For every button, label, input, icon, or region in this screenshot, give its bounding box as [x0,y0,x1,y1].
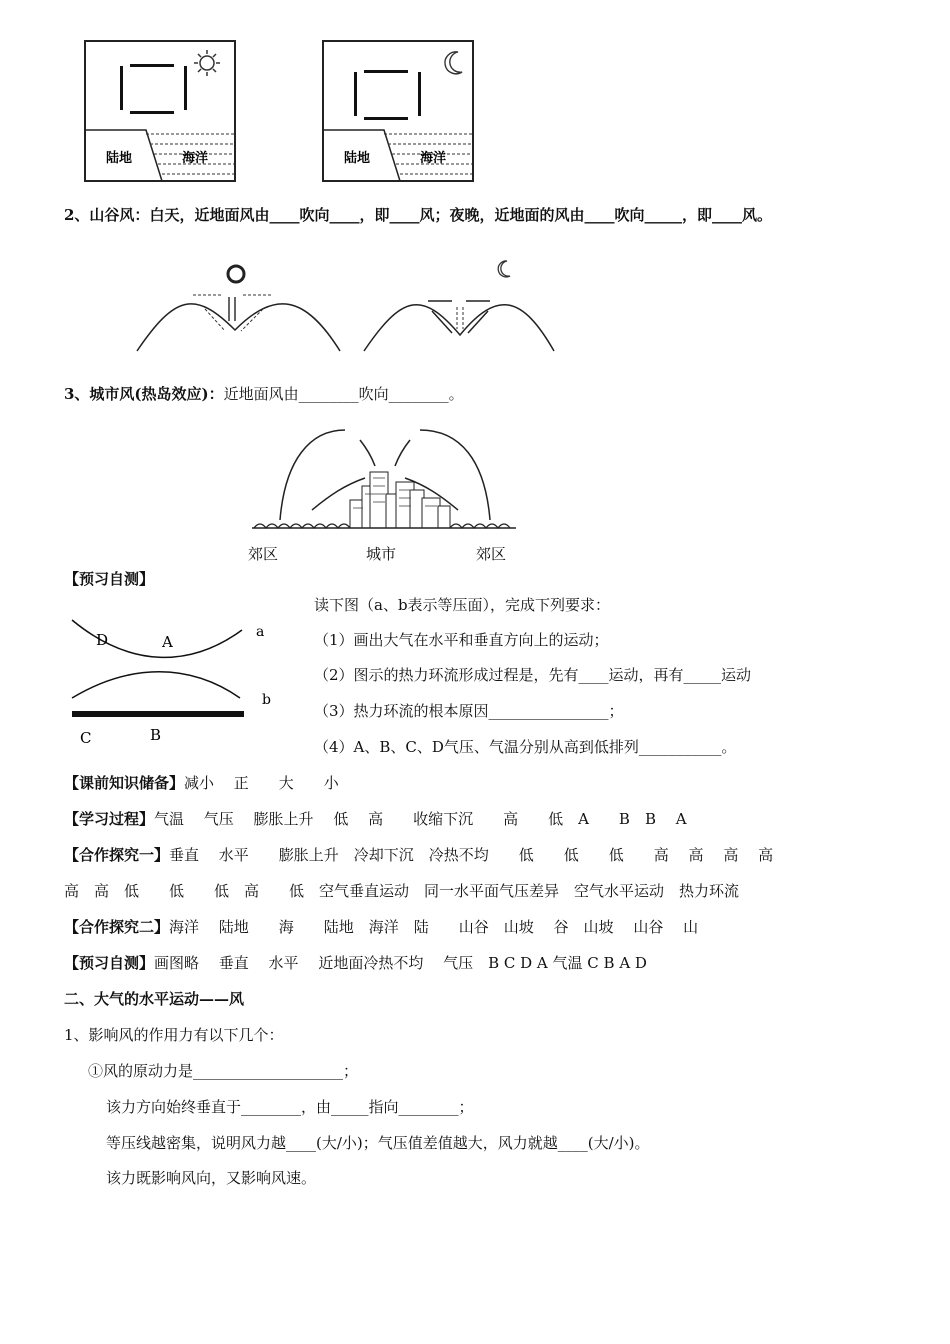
answer-label: 【课前知识储备】 [64,774,185,792]
sun-icon [224,262,248,286]
answer-label: 【预习自测】 [64,954,155,972]
answer-row [64,953,647,973]
answer-label: 【合作探究一】 [64,846,170,864]
answer-row [64,809,687,829]
section-item-1: 1、影响风的作用力有以下几个： [64,1026,284,1044]
urban-wind-text: 近地面风由________吹向________。 [223,385,464,403]
answer-label: 【合作探究二】 [64,918,170,936]
isobar-a-label: a [256,624,265,640]
urban-heat-island-diagram [250,420,520,535]
ocean-label: 海洋 [182,151,209,166]
land-label: 陆地 [106,151,133,166]
sub-item-strength: 等压线越密集，说明风力越____(大/小)；气压值差值越大，风力就越____(大/小)。 [106,1134,650,1152]
point-b-label: B [150,726,162,744]
ocean-label: 海洋 [420,151,447,166]
answer-text: 垂直 水平 膨胀上升 冷却下沉 冷热不均 低 低 低 高 高 高 高 [169,846,774,864]
answer-label: 【学习过程】 [64,810,155,828]
moon-icon [495,259,513,279]
suburb-label-left: 郊区 [248,545,279,563]
point-a-label: A [162,633,173,651]
pretest-item-3: （3）热力环流的根本原因________________； [314,702,624,720]
urban-wind-heading: 3、城市风(热岛效应)： [64,385,224,403]
answer-row [64,917,698,937]
point-d-label: D [96,631,109,649]
answer-text: 海洋 陆地 海 陆地 海洋 陆 山谷 山坡 谷 山坡 山谷 山 [169,918,699,936]
valley-breeze-day-diagram [135,285,345,355]
question-urban-wind [64,384,464,404]
answer-text: 画图略 垂直 水平 近地面冷热不均 气压 B C D A 气温 C B A D [154,954,647,972]
section-title: 二、大气的水平运动——风 [64,990,245,1008]
pretest-heading: 【预习自测】 [64,570,155,588]
point-c-label: C [80,729,92,747]
isobar-diagram [70,618,280,753]
answer-row [64,773,339,793]
sub-item-effect: 该力既影响风向，又影响风速。 [106,1169,317,1187]
answer-text: 气温 气压 膨胀上升 低 高 收缩下沉 高 低 A B B A [154,810,687,828]
suburb-label-right: 郊区 [476,545,507,563]
sun-icon [193,49,221,77]
answer-text: 高 高 低 低 低 高 低 空气垂直运动 同一水平面气压差异 空气水平运动 热力环流 [64,882,740,900]
pretest-instruction: 读下图（a、b表示等压面），完成下列要求： [314,596,611,614]
sub-item-direction: 该力方向始终垂直于________，由_____指向________； [106,1098,474,1116]
isobar-b-label: b [262,692,271,708]
moon-icon [442,50,466,76]
question-valley-breeze: 2、山谷风：白天，近地面风由____吹向____，即____风；夜晚，近地面的风由____吹向_____，即____风。 [64,206,772,224]
city-label: 城市 [366,545,397,563]
pretest-item-4: （4）A、B、C、D气压、气温分别从高到低排列___________。 [314,738,737,756]
pretest-item-1: （1）画出大气在水平和垂直方向上的运动； [314,631,609,649]
pretest-item-2: （2）图示的热力环流形成过程是，先有____运动，再有_____运动 [314,666,752,684]
answer-text: 减小 正 大 小 [184,774,339,792]
answer-row [64,845,773,865]
land-label: 陆地 [344,151,371,166]
answer-row [64,881,739,901]
sub-item-driving-force: ①风的原动力是____________________； [88,1062,359,1080]
valley-breeze-night-diagram [362,285,557,355]
